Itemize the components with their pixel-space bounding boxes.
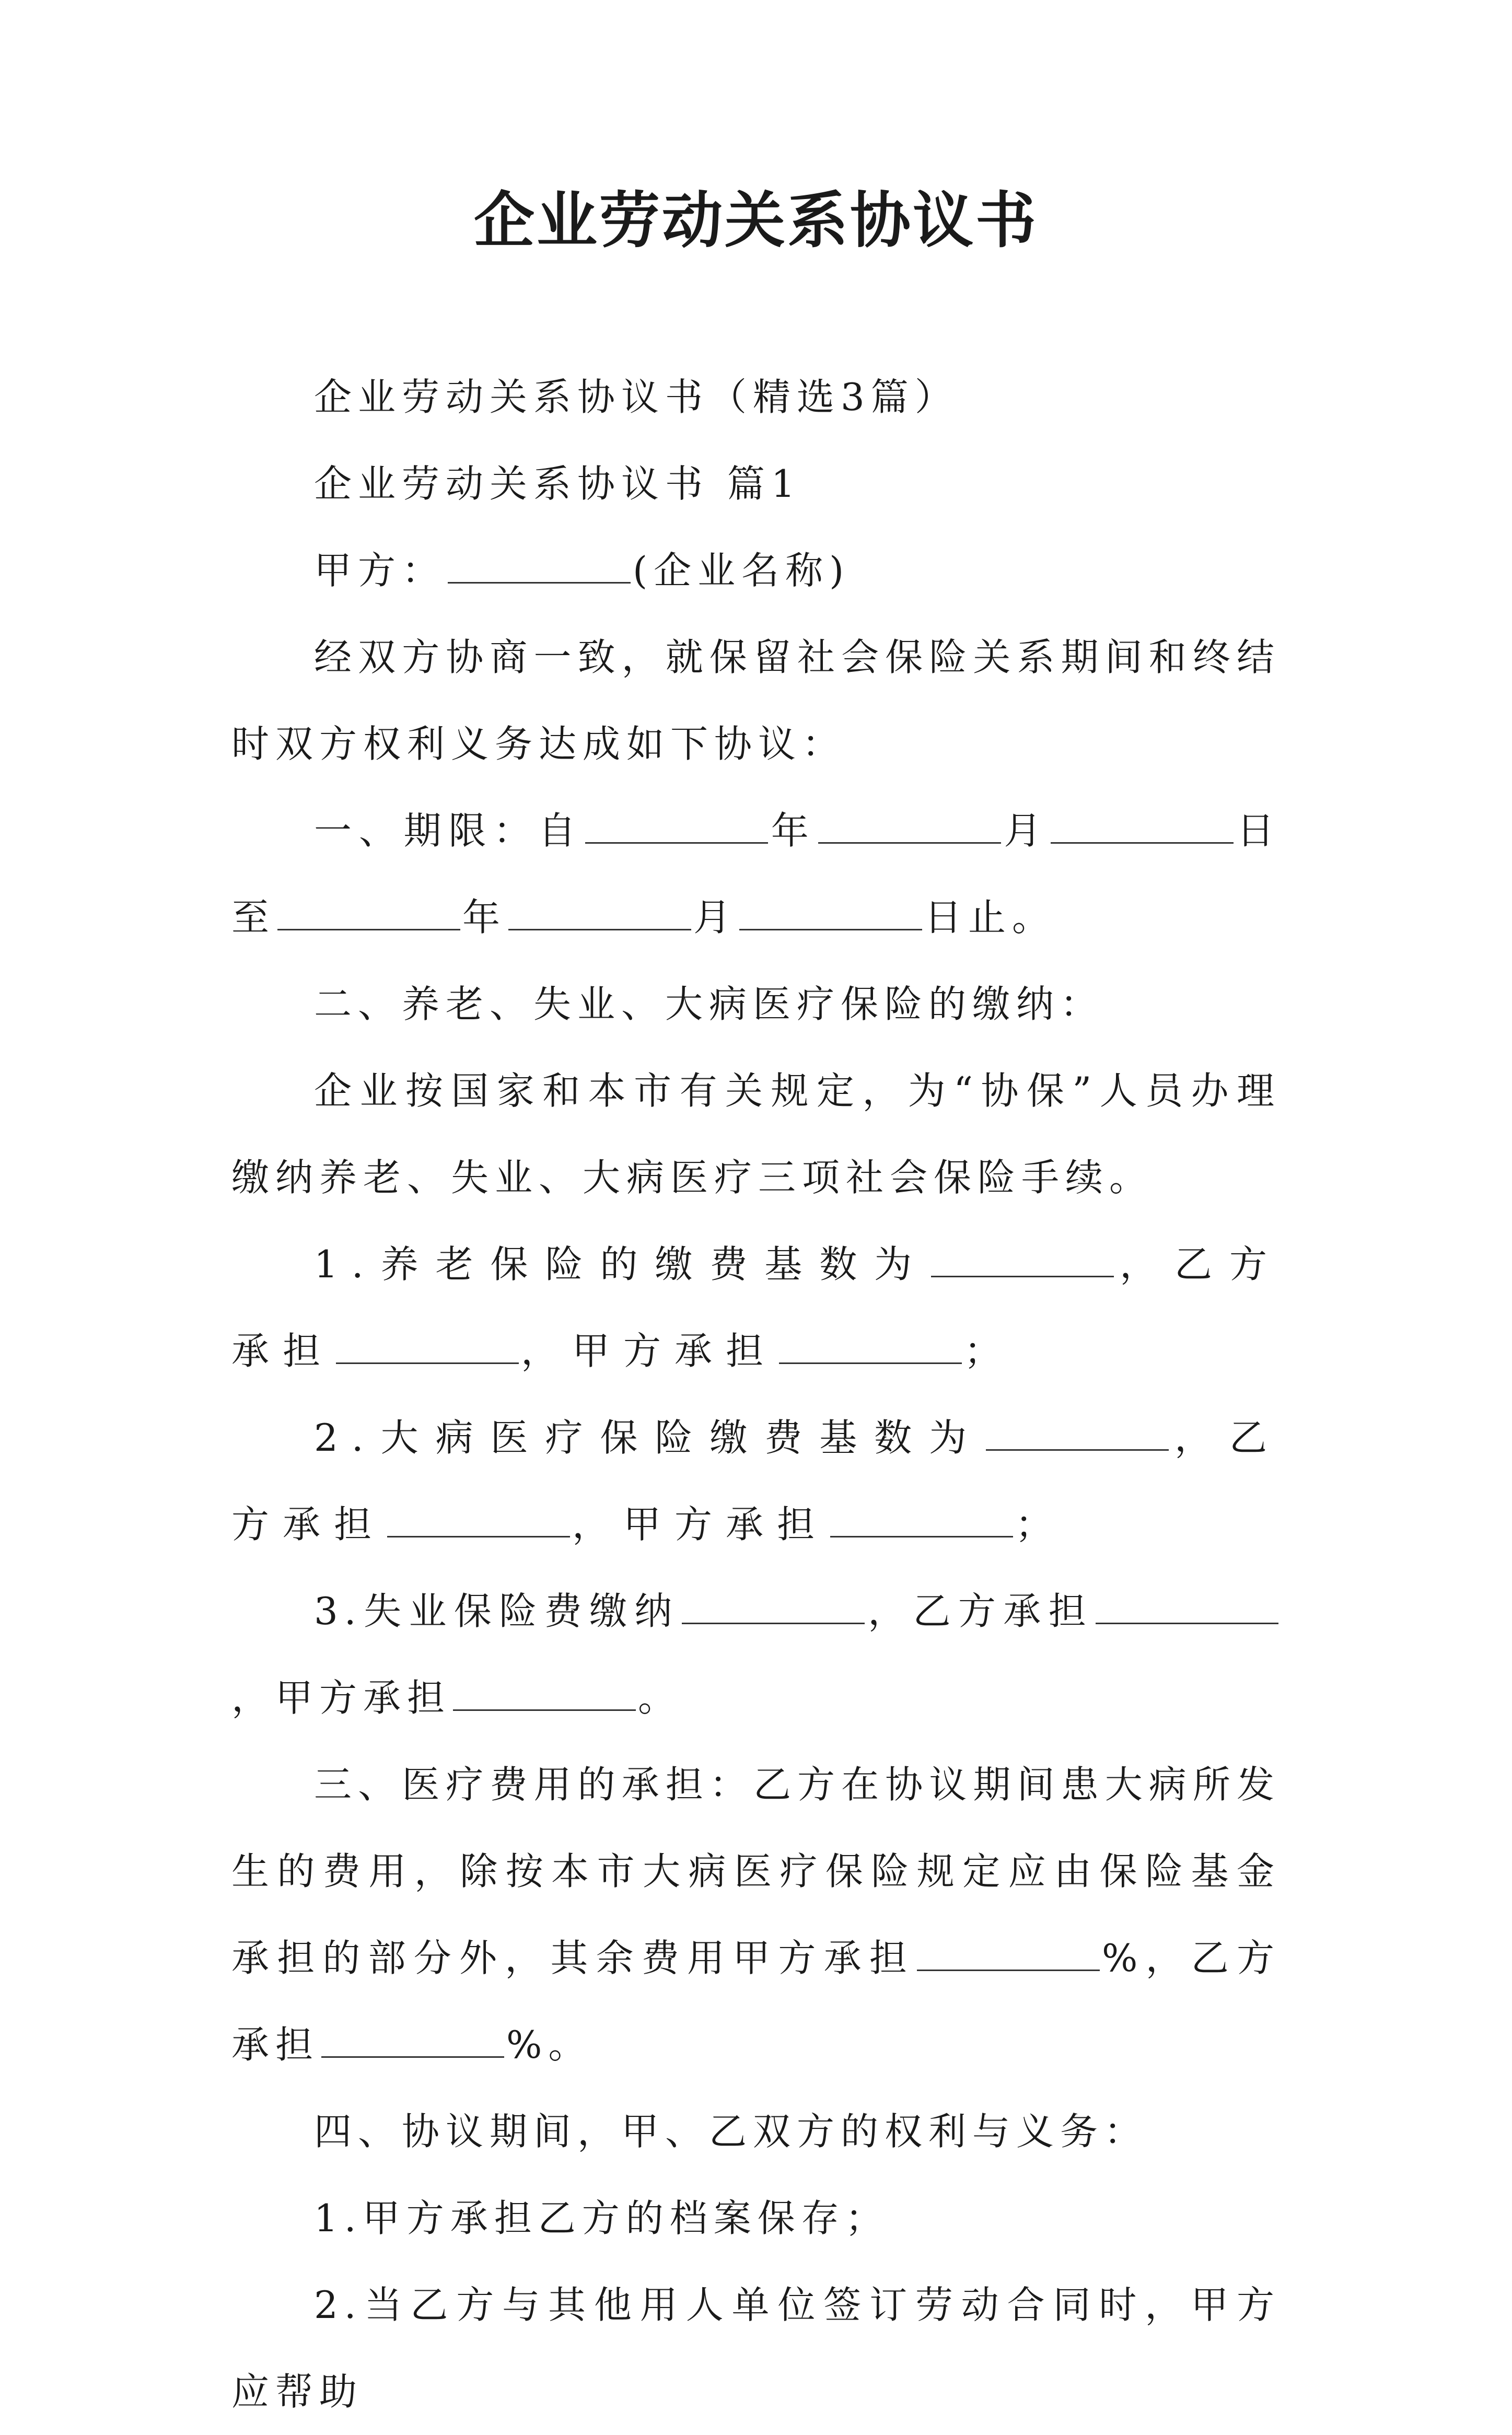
blank-field xyxy=(448,547,631,584)
blank-field xyxy=(453,1675,636,1711)
party-a-line: 甲方： (企业名称) xyxy=(314,549,851,592)
consensus-paragraph: 经双方协商一致，就保留社会保险关系期间和终结时双方权利义务达成如下协议： xyxy=(231,635,1281,766)
blank-field xyxy=(1051,808,1234,844)
document-body xyxy=(231,354,1281,2435)
blank-field xyxy=(336,1328,519,1364)
item-4-2: 2.当乙方与其他用人单位签订劳动合同时，甲方应帮助 xyxy=(231,2283,1281,2414)
unemployment-paragraph: 3.失业保险费缴纳 ，乙方承担，甲方承担 。 xyxy=(231,1568,1281,1741)
subtitle-line: 企业劳动关系协议书（精选3篇） xyxy=(314,375,959,419)
blank-field xyxy=(277,894,460,930)
blank-field xyxy=(739,894,922,930)
blank-field xyxy=(917,1935,1100,1971)
blank-field xyxy=(321,2022,504,2058)
document-title: 企业劳动关系协议书 xyxy=(474,185,1038,256)
item-4-heading: 四、协议期间，甲、乙双方的权利与义务： xyxy=(314,2110,1148,2153)
blank-field xyxy=(818,808,1001,844)
pension-paragraph: 1.养老保险的缴费基数为 ，乙方承担 ，甲方承担 ； xyxy=(231,1242,1281,1373)
item-3-paragraph: 三、医疗费用的承担：乙方在协议期间患大病所发生的费用，除按本市大病医疗保险规定应由保险基金承担的部分外，其余费用甲方承担 %，乙方承担 %。 xyxy=(231,1763,1281,2067)
medical-paragraph: 2.大病医疗保险缴费基数为 ，乙方承担 ，甲方承担 ； xyxy=(231,1416,1281,1546)
blank-field xyxy=(387,1501,570,1537)
blank-field xyxy=(682,1588,865,1624)
blank-field xyxy=(1096,1588,1278,1624)
blank-field xyxy=(508,894,691,930)
item-2-heading: 二、养老、失业、大病医疗保险的缴纳： xyxy=(314,982,1104,1026)
term-paragraph: 一、期限：自 年 月 日至 年 月 日止。 xyxy=(231,809,1281,939)
section-heading: 企业劳动关系协议书 篇1 xyxy=(314,462,801,506)
blank-field xyxy=(585,808,768,844)
blank-field xyxy=(986,1415,1169,1451)
blank-field xyxy=(830,1501,1013,1537)
item-4-1: 1.甲方承担乙方的档案保存； xyxy=(314,2196,889,2240)
blank-field xyxy=(931,1241,1114,1277)
blank-field xyxy=(779,1328,962,1364)
item-2-body: 企业按国家和本市有关规定，为“协保”人员办理缴纳养老、失业、大病医疗三项社会保险手续。 xyxy=(231,1069,1281,1199)
